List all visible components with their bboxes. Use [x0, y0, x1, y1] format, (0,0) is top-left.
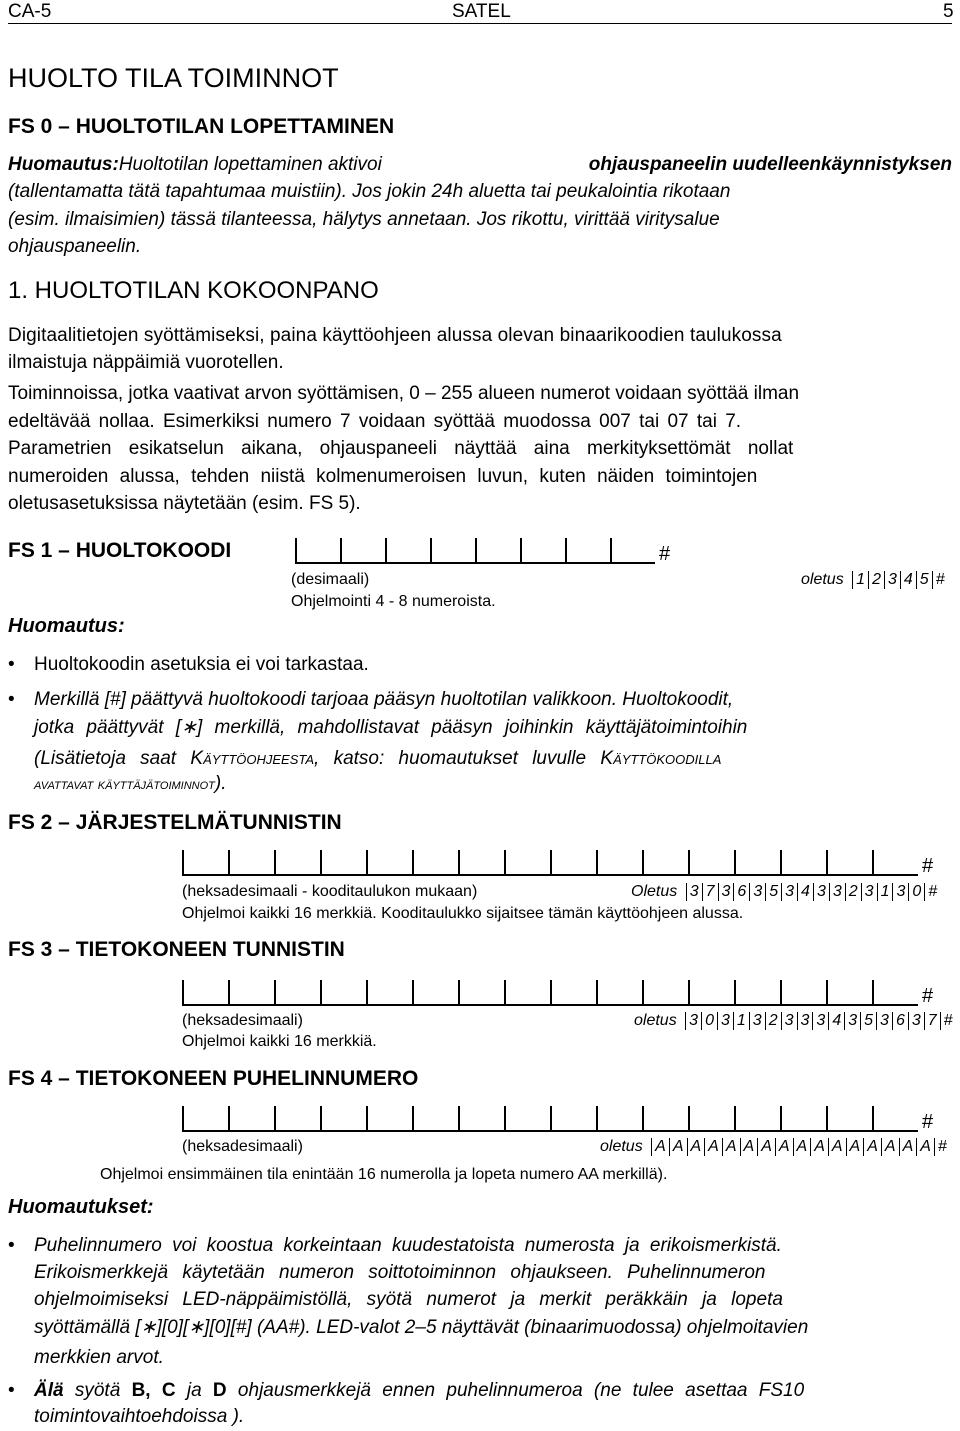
default-digit: 3 — [686, 883, 702, 901]
fs2-description: Ohjelmoi kaikki 16 merkkiä. Kooditaulukko sijaitsee tämän käyttöohjeen alussa. — [182, 905, 744, 922]
default-digit: # — [940, 1012, 956, 1030]
default-digits — [852, 571, 947, 588]
digit-box[interactable] — [780, 980, 826, 1006]
digit-box[interactable] — [366, 980, 412, 1006]
text-run: , katso: huomautukset luvulle — [314, 748, 601, 769]
digit-box[interactable] — [596, 1106, 642, 1132]
digit-box[interactable] — [412, 980, 458, 1006]
default-digit: 4 — [828, 1012, 844, 1030]
default-digit: A — [828, 1138, 846, 1156]
default-digits — [685, 1012, 955, 1029]
default-digit: 3 — [884, 571, 900, 589]
digit-box[interactable] — [826, 980, 872, 1006]
header-page-number: 5 — [943, 1, 954, 22]
digit-box[interactable] — [274, 1106, 320, 1132]
default-digits — [686, 883, 941, 900]
default-digit: 4 — [797, 883, 813, 901]
digit-box[interactable] — [412, 850, 458, 876]
default-digit: A — [899, 1138, 917, 1156]
digit-box[interactable] — [274, 850, 320, 876]
digit-box[interactable] — [688, 850, 734, 876]
default-digit: 3 — [749, 883, 765, 901]
section-1-text: Parametrien esikatselun aikana, ohjauspaneeli näyttää aina merkityksettömät nollat — [8, 438, 794, 459]
header-rule — [8, 23, 952, 24]
fs1-default — [801, 571, 948, 589]
digit-box[interactable] — [228, 1106, 274, 1132]
default-digit: 3 — [781, 883, 797, 901]
fs1-note-label: Huomautus: — [8, 615, 125, 637]
digit-box[interactable] — [872, 850, 918, 876]
default-digit: # — [932, 571, 948, 589]
default-digit: 1 — [877, 883, 893, 901]
fs1-bullet-text — [34, 773, 227, 795]
default-digit: 3 — [797, 1012, 813, 1030]
text-run: B, C — [131, 1380, 176, 1401]
digit-box[interactable] — [642, 1106, 688, 1132]
default-digit: 1 — [852, 571, 868, 589]
digit-box[interactable] — [780, 1106, 826, 1132]
section-1-text: Digitaalitietojen syöttämiseksi, paina käyttöohjeen alussa olevan binaarikoodien taulukossa — [8, 325, 782, 346]
default-digit: A — [687, 1138, 705, 1156]
fs2-format: (heksadesimaali - kooditaulukon mukaan) — [182, 883, 478, 900]
fs1-heading: FS 1 – HUOLTOKOODI — [8, 539, 232, 562]
fs3-format: (heksadesimaali) — [182, 1012, 303, 1029]
bullet-point: • — [8, 1235, 15, 1256]
fs4-bullet-text — [34, 1380, 804, 1402]
digit-box[interactable] — [780, 850, 826, 876]
digit-box[interactable] — [458, 1106, 504, 1132]
fs1-format: (desimaali) — [291, 571, 370, 588]
digit-box[interactable] — [340, 538, 385, 564]
fs0-note-text: ohjauspaneelin. — [8, 236, 142, 257]
text-run: ja — [175, 1380, 213, 1401]
default-digit: 3 — [908, 1012, 924, 1030]
default-digit: A — [704, 1138, 722, 1156]
fs0-note-text: (tallentamatta tätä tapahtumaa muistiin). Jos jokin 24h aluetta tai peukalointia rikotaan — [8, 181, 731, 202]
digit-box[interactable] — [320, 850, 366, 876]
default-label: Oletus — [631, 883, 678, 900]
default-digit: A — [846, 1138, 864, 1156]
default-digit: 1 — [733, 1012, 749, 1030]
hash-terminator: # — [922, 1111, 934, 1133]
hash-terminator: # — [659, 543, 671, 565]
fs1-bullet-text — [34, 748, 721, 770]
fs4-input-boxes[interactable] — [182, 1106, 933, 1132]
default-digit: # — [934, 1138, 950, 1156]
default-digit: 3 — [813, 883, 829, 901]
section-1-text: oletusasetuksissa näytetään (esim. FS 5). — [8, 493, 361, 514]
digit-box[interactable] — [520, 538, 565, 564]
default-label: oletus — [634, 1012, 677, 1029]
digit-box[interactable] — [504, 850, 550, 876]
digit-box[interactable] — [228, 850, 274, 876]
digit-box[interactable] — [734, 850, 780, 876]
digit-box[interactable] — [734, 1106, 780, 1132]
digit-box[interactable] — [550, 850, 596, 876]
default-digit: 3 — [876, 1012, 892, 1030]
header-doc-code: CA-5 — [8, 1, 52, 22]
fs2-default — [631, 883, 940, 901]
text-run: ). — [214, 773, 227, 794]
digit-box[interactable] — [182, 850, 228, 876]
default-digit: 3 — [844, 1012, 860, 1030]
default-digit: A — [669, 1138, 687, 1156]
fs3-heading: FS 3 – TIETOKONEEN TUNNISTIN — [8, 938, 345, 961]
default-digit: 4 — [900, 571, 916, 589]
hash-terminator: # — [922, 855, 934, 877]
default-digit: 3 — [829, 883, 845, 901]
section-1-text: ilmaistuja näppäimiä vuorotellen. — [8, 352, 284, 373]
default-digit: 2 — [868, 571, 884, 589]
fs1-bullet-text: Huoltokoodin asetuksia ei voi tarkastaa. — [34, 654, 369, 675]
text-run: Käyttökoodilla — [600, 748, 722, 769]
fs0-note-label: Huomautus: — [8, 154, 119, 175]
digit-box[interactable] — [688, 980, 734, 1006]
default-digit: 3 — [749, 1012, 765, 1030]
default-digit: 3 — [718, 883, 734, 901]
digit-box[interactable] — [872, 1106, 918, 1132]
digit-box[interactable] — [320, 1106, 366, 1132]
text-run: (Lisätietoja saat — [34, 748, 191, 769]
default-digit: 3 — [861, 883, 877, 901]
default-digits — [651, 1138, 950, 1155]
fs4-notes-label: Huomautukset: — [8, 1196, 154, 1218]
digit-box[interactable] — [734, 980, 780, 1006]
default-digit: A — [775, 1138, 793, 1156]
digit-box[interactable] — [642, 850, 688, 876]
digit-box[interactable] — [475, 538, 520, 564]
fs1-bullet-text: Merkillä [#] päättyvä huoltokoodi tarjoaa pääsyn huoltotilan valikkoon. Huoltokoodit, — [34, 689, 734, 710]
fs3-default — [634, 1012, 956, 1030]
fs1-bullet-text: jotka päättyvät [∗] merkillä, mahdollistavat pääsyn joihinkin käyttäjätoimintoihin — [34, 717, 748, 738]
fs0-heading: FS 0 – HUOLTOTILAN LOPETTAMINEN — [8, 115, 395, 138]
digit-box[interactable] — [610, 538, 655, 564]
default-digit: 5 — [765, 883, 781, 901]
bullet-point: • — [8, 1380, 15, 1401]
text-run: Älä — [34, 1380, 64, 1401]
page-title: HUOLTO TILA TOIMINNOT — [8, 63, 339, 93]
digit-box[interactable] — [550, 1106, 596, 1132]
fs4-bullet-text: toimintovaihtoehdoissa ). — [34, 1406, 245, 1427]
digit-box[interactable] — [458, 980, 504, 1006]
text-run: D — [212, 1380, 227, 1401]
fs0-note-line — [8, 154, 952, 176]
digit-box[interactable] — [366, 850, 412, 876]
bullet-point: • — [8, 689, 15, 710]
digit-box[interactable] — [385, 538, 430, 564]
text-run: ohjausmerkkejä ennen puhelinnumeroa (ne tulee asettaa FS10 — [226, 1380, 805, 1401]
digit-box[interactable] — [320, 980, 366, 1006]
digit-box[interactable] — [504, 1106, 550, 1132]
default-digit: 3 — [685, 1012, 701, 1030]
digit-box[interactable] — [412, 1106, 458, 1132]
fs4-bullet-text: merkkien arvot. — [34, 1347, 164, 1368]
digit-box[interactable] — [550, 980, 596, 1006]
fs4-default — [600, 1138, 950, 1156]
default-digit: 3 — [781, 1012, 797, 1030]
fs0-note-text: (esim. ilmaisimien) tässä tilanteessa, hälytys annetaan. Jos rikottu, virittää viritysalue — [8, 209, 720, 230]
default-digit: 3 — [812, 1012, 828, 1030]
default-digit: 3 — [892, 883, 908, 901]
text-run: avattavat käyttäjätoiminnot — [34, 776, 215, 793]
fs0-note-text-b: ohjauspaneelin uudelleenkäynnistyksen — [588, 154, 952, 175]
digit-box[interactable] — [228, 980, 274, 1006]
default-digit: A — [651, 1138, 669, 1156]
fs3-description: Ohjelmoi kaikki 16 merkkiä. — [182, 1033, 377, 1050]
digit-box[interactable] — [366, 1106, 412, 1132]
digit-box[interactable] — [872, 980, 918, 1006]
fs4-heading: FS 4 – TIETOKONEEN PUHELINNUMERO — [8, 1067, 419, 1090]
default-digit: 7 — [924, 1012, 940, 1030]
digit-box[interactable] — [458, 850, 504, 876]
default-digit: A — [757, 1138, 775, 1156]
default-digit: # — [924, 883, 940, 901]
default-digit: 0 — [701, 1012, 717, 1030]
default-label: oletus — [600, 1138, 643, 1155]
default-label: oletus — [801, 571, 844, 588]
default-digit: A — [793, 1138, 811, 1156]
fs2-input-boxes[interactable] — [182, 850, 933, 876]
default-digit: A — [740, 1138, 758, 1156]
digit-box[interactable] — [688, 1106, 734, 1132]
text-run: syötä — [63, 1380, 132, 1401]
default-digit: 2 — [845, 883, 861, 901]
default-digit: 7 — [702, 883, 718, 901]
bullet-point: • — [8, 654, 15, 675]
hash-terminator: # — [922, 985, 934, 1007]
fs4-description: Ohjelmoi ensimmäinen tila enintään 16 numerolla ja lopeta numero AA merkillä). — [100, 1166, 668, 1183]
section-1-text: numeroiden alussa, tehden niistä kolmenumeroisen luvun, kuten näiden toimintojen — [8, 466, 758, 487]
default-digit: A — [916, 1138, 934, 1156]
default-digit: A — [810, 1138, 828, 1156]
default-digit: 3 — [717, 1012, 733, 1030]
fs4-bullet-text: ohjelmoimiseksi LED-näppäimistöllä, syötä numerot ja merkit peräkkäin ja lopeta — [34, 1289, 783, 1310]
default-digit: A — [881, 1138, 899, 1156]
section-1-heading: 1. HUOLTOTILAN KOKOONPANO — [8, 277, 379, 304]
fs1-input-boxes[interactable] — [295, 538, 670, 564]
fs4-bullet-text: syöttämällä [∗][0][∗][0][#] (AA#). LED-valot 2–5 näyttävät (binaarimuodossa) ohjelmoitavien — [34, 1317, 809, 1338]
digit-box[interactable] — [826, 850, 872, 876]
default-digit: A — [863, 1138, 881, 1156]
fs1-description: Ohjelmointi 4 - 8 numeroista. — [291, 593, 496, 610]
fs0-note-text-a: Huoltotilan lopettaminen aktivoi — [118, 154, 382, 175]
digit-box[interactable] — [182, 1106, 228, 1132]
text-run: Käyttöohjeesta — [190, 748, 315, 769]
fs4-format: (heksadesimaali) — [182, 1138, 303, 1155]
default-digit: 0 — [908, 883, 924, 901]
default-digit: 5 — [860, 1012, 876, 1030]
digit-box[interactable] — [504, 980, 550, 1006]
fs3-input-boxes[interactable] — [182, 980, 933, 1006]
digit-box[interactable] — [274, 980, 320, 1006]
digit-box[interactable] — [642, 980, 688, 1006]
section-1-text: edeltävää nollaa. Esimerkiksi numero 7 voidaan syöttää muodossa 007 tai 07 tai 7. — [8, 411, 742, 432]
digit-box[interactable] — [565, 538, 610, 564]
section-1-text: Toiminnoissa, jotka vaativat arvon syöttämisen, 0 – 255 alueen numerot voidaan syöttää ilman — [8, 383, 800, 404]
default-digit: A — [722, 1138, 740, 1156]
digit-box[interactable] — [430, 538, 475, 564]
default-digit: 6 — [892, 1012, 908, 1030]
digit-box[interactable] — [182, 980, 228, 1006]
digit-box[interactable] — [826, 1106, 872, 1132]
default-digit: 6 — [733, 883, 749, 901]
digit-box[interactable] — [596, 850, 642, 876]
default-digit: 5 — [916, 571, 932, 589]
fs2-heading: FS 2 – JÄRJESTELMÄTUNNISTIN — [8, 811, 342, 834]
fs4-bullet-text: Erikoismerkkejä käytetään numeron soittotoiminnon ohjaukseen. Puhelinnumeron — [34, 1262, 766, 1283]
default-digit: 2 — [765, 1012, 781, 1030]
fs4-bullet-text: Puhelinnumero voi koostua korkeintaan kuudestatoista numerosta ja erikoismerkistä. — [34, 1235, 782, 1256]
digit-box[interactable] — [596, 980, 642, 1006]
digit-box[interactable] — [295, 538, 340, 564]
header-brand: SATEL — [452, 1, 511, 22]
